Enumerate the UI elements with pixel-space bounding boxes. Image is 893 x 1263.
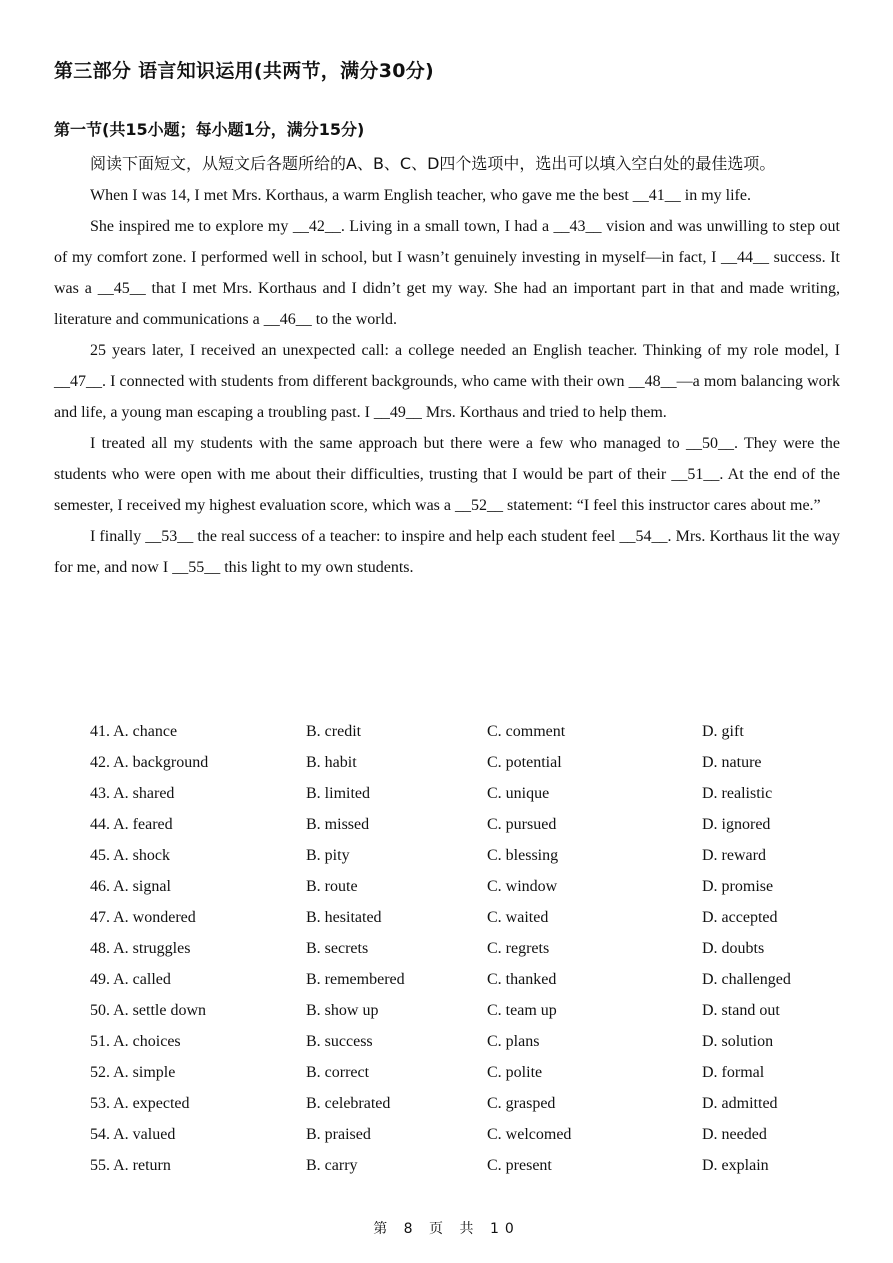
- option-c: C. unique: [487, 785, 550, 802]
- option-b: B. secrets: [306, 940, 369, 957]
- option-a: 49. A. called: [90, 971, 171, 988]
- option-row: [90, 904, 850, 935]
- option-row: [90, 997, 850, 1028]
- passage: [54, 147, 840, 583]
- option-row: [90, 873, 850, 904]
- option-a: 43. A. shared: [90, 785, 175, 802]
- option-d: D. accepted: [702, 909, 778, 926]
- option-a: 46. A. signal: [90, 878, 171, 895]
- paragraph-3: 25 years later, I received an unexpected call: a college needed an English teacher. Thinking of my role model, I __47__. I connected with students from different backgrounds, who came with their own __48__—a mom balancing work and life, a young man escaping a troubling past. I __49__ Mrs. Korthaus and tried to help them.: [54, 342, 840, 421]
- option-d: D. reward: [702, 847, 766, 864]
- section-title: 第一节(共15小题；每小题1分，满分15分): [54, 120, 365, 139]
- option-c: C. welcomed: [487, 1126, 572, 1143]
- option-b: B. show up: [306, 1002, 379, 1019]
- option-d: D. explain: [702, 1157, 769, 1174]
- paragraph-1: When I was 14, I met Mrs. Korthaus, a warm English teacher, who gave me the best __41__ in my life.: [90, 187, 751, 204]
- option-row: [90, 935, 850, 966]
- option-b: B. remembered: [306, 971, 405, 988]
- option-a: 47. A. wondered: [90, 909, 196, 926]
- option-row: [90, 1121, 850, 1152]
- option-d: D. stand out: [702, 1002, 780, 1019]
- paragraph-2: She inspired me to explore my __42__. Living in a small town, I had a __43__ vision and was unwilling to step out of my comfort zone. I performed well in school, but I wasn’t genuinely investing in myself—in fact, I __44__ success. It was a __45__ that I met Mrs. Korthaus and I didn’t get my way. She had an important part in that and made writing, literature and communications a __46__ to the world.: [54, 218, 840, 328]
- option-c: C. blessing: [487, 847, 559, 864]
- option-b: B. habit: [306, 754, 357, 771]
- option-c: C. present: [487, 1157, 552, 1174]
- option-d: D. ignored: [702, 816, 771, 833]
- option-c: C. regrets: [487, 940, 550, 957]
- option-a: 50. A. settle down: [90, 1002, 206, 1019]
- option-d: D. nature: [702, 754, 762, 771]
- option-a: 52. A. simple: [90, 1064, 176, 1081]
- paragraph-5: I finally __53__ the real success of a teacher: to inspire and help each student feel __54__. Mrs. Korthaus lit the way for me, and now I __55__ this light to my own students.: [54, 528, 840, 576]
- option-d: D. doubts: [702, 940, 765, 957]
- option-a: 44. A. feared: [90, 816, 173, 833]
- option-c: C. potential: [487, 754, 562, 771]
- option-row: [90, 1090, 850, 1121]
- option-d: D. formal: [702, 1064, 765, 1081]
- option-row: [90, 1152, 850, 1183]
- instruction: 阅读下面短文，从短文后各题所给的A、B、C、D四个选项中，选出可以填入空白处的最佳选项。: [90, 154, 776, 173]
- option-d: D. needed: [702, 1126, 767, 1143]
- option-d: D. promise: [702, 878, 774, 895]
- option-c: C. comment: [487, 723, 566, 740]
- option-c: C. waited: [487, 909, 549, 926]
- page-footer: 第 8 页 共 10: [373, 1221, 520, 1237]
- option-row: [90, 811, 850, 842]
- option-c: C. pursued: [487, 816, 557, 833]
- option-c: C. grasped: [487, 1095, 556, 1112]
- option-a: 48. A. struggles: [90, 940, 191, 957]
- option-row: [90, 1028, 850, 1059]
- option-d: D. solution: [702, 1033, 774, 1050]
- option-d: D. gift: [702, 723, 744, 740]
- option-row: [90, 966, 850, 997]
- option-a: 42. A. background: [90, 754, 209, 771]
- option-row: [90, 749, 850, 780]
- option-b: B. carry: [306, 1157, 358, 1174]
- option-b: B. credit: [306, 723, 362, 740]
- option-b: B. pity: [306, 847, 350, 864]
- option-c: C. team up: [487, 1002, 557, 1019]
- option-row: [90, 1059, 850, 1090]
- option-a: 55. A. return: [90, 1157, 171, 1174]
- option-d: D. challenged: [702, 971, 791, 988]
- option-row: [90, 842, 850, 873]
- option-b: B. correct: [306, 1064, 370, 1081]
- option-a: 54. A. valued: [90, 1126, 176, 1143]
- option-a: 41. A. chance: [90, 723, 178, 740]
- paragraph-4: I treated all my students with the same approach but there were a few who managed to __50__. They were the students who were open with me about their difficulties, trusting that I would be part of their __51__. At the end of the semester, I received my highest evaluation score, which was a __52__ statement: “I feel this instructor cares about me.”: [54, 435, 840, 514]
- option-d: D. admitted: [702, 1095, 778, 1112]
- option-b: B. success: [306, 1033, 373, 1050]
- option-c: C. thanked: [487, 971, 557, 988]
- option-b: B. missed: [306, 816, 370, 833]
- option-row: [90, 780, 850, 811]
- part-title: 第三部分 语言知识运用(共两节，满分30分): [54, 60, 435, 82]
- option-c: C. plans: [487, 1033, 540, 1050]
- option-row: [90, 718, 850, 749]
- option-a: 51. A. choices: [90, 1033, 181, 1050]
- option-b: B. praised: [306, 1126, 371, 1143]
- option-d: D. realistic: [702, 785, 773, 802]
- option-c: C. window: [487, 878, 558, 895]
- option-b: B. hesitated: [306, 909, 382, 926]
- options-list: [90, 718, 850, 1183]
- option-a: 53. A. expected: [90, 1095, 190, 1112]
- option-b: B. limited: [306, 785, 370, 802]
- option-a: 45. A. shock: [90, 847, 170, 864]
- option-b: B. celebrated: [306, 1095, 391, 1112]
- option-c: C. polite: [487, 1064, 543, 1081]
- option-b: B. route: [306, 878, 358, 895]
